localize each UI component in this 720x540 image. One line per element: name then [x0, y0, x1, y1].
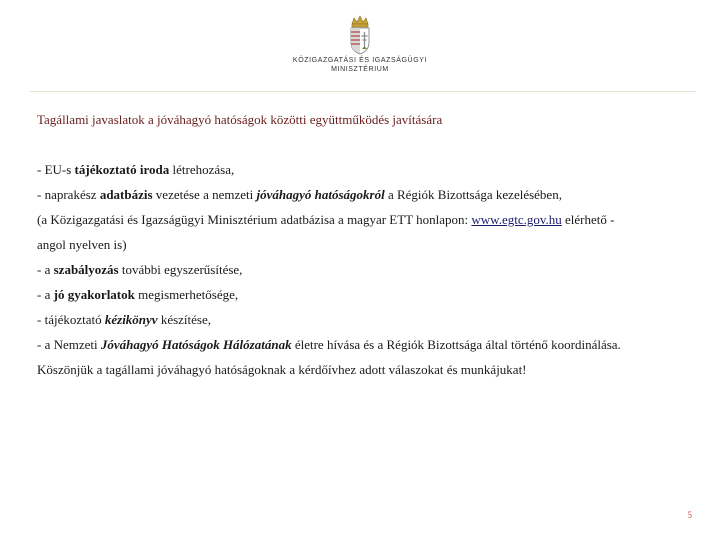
- ministry-name-line1: KÖZIGAZGATÁSI ÉS IGAZSÁGÜGYI: [292, 57, 428, 64]
- slide-body: [37, 157, 687, 382]
- slide-title: Tagállami javaslatok a jóváhagyó hatóságok közötti együttműködés javítására: [37, 112, 443, 127]
- bullet-network: - a Nemzeti Jóváhagyó Hatóságok Hálózatának életre hívása és a Régiók Bizottsága által történő koordinálása.: [37, 337, 621, 352]
- ministry-name-line2: MINISZTÉRIUM: [331, 66, 389, 73]
- bullet-handbook: - tájékoztató kézikönyv készítése,: [37, 312, 211, 327]
- ministry-logo: [280, 14, 440, 84]
- bullet-info-office: - EU-s tájékoztató iroda létrehozása,: [37, 162, 235, 177]
- page-number: 5: [687, 510, 692, 520]
- egtc-website-link[interactable]: www.egtc.gov.hu: [471, 212, 562, 227]
- bullet-regulation: - a szabályozás további egyszerűsítése,: [37, 262, 243, 277]
- thanks-line: Köszönjük a tagállami jóváhagyó hatóságoknak a kérdőívhez adott válaszokat és munkájukat!: [37, 362, 527, 377]
- database-note-continued: angol nyelven is): [37, 237, 127, 252]
- bullet-database: - naprakész adatbázis vezetése a nemzeti jóváhagyó hatóságokról a Régiók Bizottsága kezelésében,: [37, 187, 562, 202]
- database-note: (a Közigazgatási és Igazságügyi Minisztérium adatbázisa a magyar ETT honlapon: www.egtc.gov.hu elérhető -: [37, 212, 615, 227]
- header-divider: [30, 91, 696, 92]
- hungarian-coat-of-arms-icon: [345, 14, 375, 56]
- bullet-good-practices: - a jó gyakorlatok megismerhetősége,: [37, 287, 239, 302]
